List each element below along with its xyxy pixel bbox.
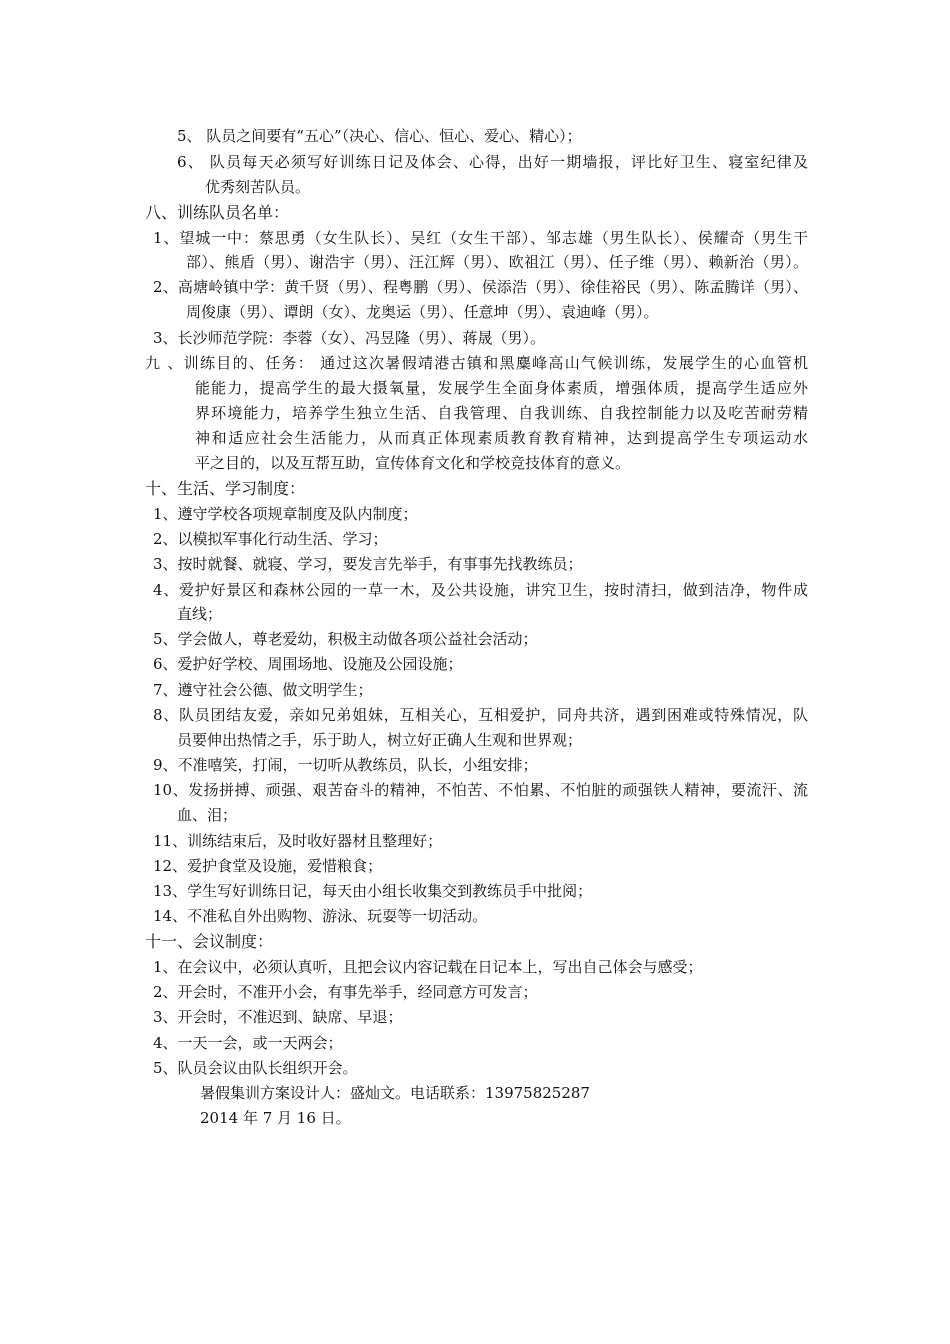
section-heading: 十、生活、学习制度： xyxy=(145,479,306,498)
section-heading: 十一、会议制度： xyxy=(145,932,274,951)
designer-line: 暑假集训方案设计人：盛灿文。电话联系：13975825287 xyxy=(200,1084,590,1102)
list-item-continuation: 部）、熊盾（男）、谢浩宇（男）、汪江辉（男）、欧祖江（男）、任子维（男）、赖新治（男）。 xyxy=(186,253,808,271)
list-item: 11、训练结束后，及时收好器材且整理好； xyxy=(153,832,443,850)
list-item-continuation: 血、泪； xyxy=(177,806,238,824)
list-item: 5、 队员之间要有“五心”（决心、信心、恒心、爱心、精心）； xyxy=(177,127,582,145)
list-item-continuation: 直线； xyxy=(177,605,223,623)
list-item: 2、高塘岭镇中学：黄千贤（男）、程粤鹏（男）、侯添浩（男）、徐佳裕民（男）、陈孟腾详（男）、 xyxy=(153,278,808,296)
list-item: 1、在会议中，必须认真听，且把会议内容记载在日记本上，写出自己体会与感受； xyxy=(153,958,703,976)
list-item: 8、队员团结友爱，亲如兄弟姐妹，互相关心，互相爱护，同舟共济，遇到困难或特殊情况，队 xyxy=(153,706,808,724)
list-item: 4、爱护好景区和森林公园的一草一木，及公共设施，讲究卫生，按时清扫，做到洁净，物件成 xyxy=(153,581,808,599)
list-item: 3、按时就餐、就寝、学习，要发言先举手，有事事先找教练员； xyxy=(153,555,583,573)
list-item-continuation: 员要伸出热情之手，乐于助人，树立好正确人生观和世界观； xyxy=(177,731,583,749)
list-item: 7、遵守社会公德、做文明学生； xyxy=(153,681,373,699)
paragraph-line: 界环境能力，培养学生独立生活、自我管理、自我训练、自我控制能力以及吃苦耐劳精 xyxy=(195,404,808,422)
paragraph-line: 平之目的，以及互帮互助，宣传体育文化和学校竞技体育的意义。 xyxy=(195,454,631,472)
paragraph-line: 神和适应社会生活能力，从而真正体现素质教育教育精神，达到提高学生专项运动水 xyxy=(195,429,808,447)
paragraph-line: 九 、训练目的、任务： 通过这次暑假靖港古镇和黑麋峰高山气候训练，发展学生的心血管机 xyxy=(145,354,808,372)
list-item: 2、开会时，不准开小会，有事先举手，经同意方可发言； xyxy=(153,983,538,1001)
list-item: 10、发扬拼搏、顽强、艰苦奋斗的精神，不怕苦、不怕累、不怕脏的顽强铁人精神，要流汗、流 xyxy=(153,781,808,799)
list-item: 14、不准私自外出购物、游泳、玩耍等一切活动。 xyxy=(153,907,488,925)
list-item-continuation: 优秀刻苦队员。 xyxy=(205,178,311,196)
paragraph-line: 能能力，提高学生的最大摄氧量，发展学生全面身体素质，增强体质，提高学生适应外 xyxy=(195,379,808,397)
list-item: 3、长沙师范学院：李蓉（女）、冯昱隆（男）、蒋晟（男）。 xyxy=(153,329,546,347)
list-item: 5、队员会议由队长组织开会。 xyxy=(153,1059,358,1077)
list-item-continuation: 周俊康（男）、谭朗（女）、龙奥运（男）、任意坤（男）、袁迪峰（男）。 xyxy=(186,303,659,321)
list-item: 12、爱护食堂及设施，爱惜粮食； xyxy=(153,857,383,875)
list-item: 6、 队员每天必须写好训练日记及体会、心得，出好一期墙报，评比好卫生、寝室纪律及 xyxy=(177,153,808,171)
list-item: 13、学生写好训练日记，每天由小组长收集交到教练员手中批阅； xyxy=(153,882,593,900)
list-item: 1、望城一中：蔡思勇（女生队长）、吴红（女生干部）、邹志雄（男生队长）、侯耀奇（男生干 xyxy=(153,229,808,247)
list-item: 1、遵守学校各项规章制度及队内制度； xyxy=(153,505,418,523)
section-heading: 八、训练队员名单： xyxy=(145,203,290,222)
list-item: 5、学会做人，尊老爱幼，积极主动做各项公益社会活动； xyxy=(153,630,538,648)
list-item: 6、爱护好学校、周围场地、设施及公园设施； xyxy=(153,655,463,673)
list-item: 2、以模拟军事化行动生活、学习； xyxy=(153,530,388,548)
list-item: 9、不准嘻笑，打闹，一切听从教练员，队长，小组安排； xyxy=(153,756,538,774)
list-item: 4、一天一会，或一天两会； xyxy=(153,1034,343,1052)
date-line: 2014 年 7 月 16 日。 xyxy=(200,1109,351,1127)
list-item: 3、开会时，不准迟到、缺席、早退； xyxy=(153,1008,403,1026)
